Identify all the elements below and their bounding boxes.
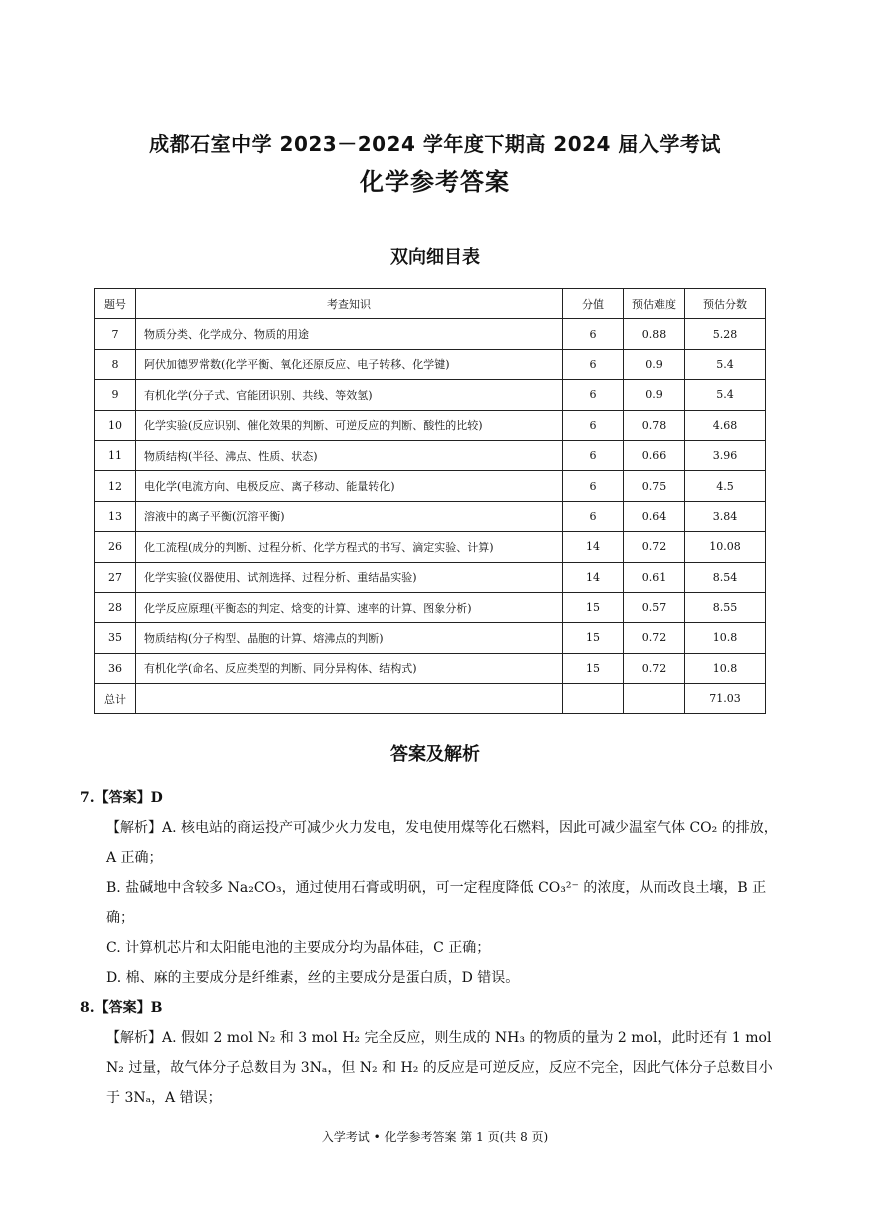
cell-number: 26 (95, 532, 136, 562)
cell-difficulty: 0.75 (624, 471, 685, 501)
cell-difficulty: 0.88 (624, 319, 685, 349)
cell-estimate: 8.54 (685, 562, 766, 592)
cell-topic: 有机化学(分子式、官能团识别、共线、等效氢) (136, 380, 563, 410)
cell-score: 6 (563, 380, 624, 410)
cell-topic: 物质结构(半径、沸点、性质、状态) (136, 440, 563, 470)
header-difficulty: 预估难度 (624, 289, 685, 319)
exam-title: 成都石室中学 2023－2024 学年度下期高 2024 届入学考试 (149, 132, 721, 156)
cell-score: 15 (563, 623, 624, 653)
cell-number: 11 (95, 440, 136, 470)
answers-section-title: 答案及解析 (390, 744, 480, 765)
cell-difficulty: 0.66 (624, 440, 685, 470)
page-footer: 入学考试 • 化学参考答案 第 1 页(共 8 页) (321, 1130, 549, 1144)
table-row (95, 501, 766, 531)
cell-difficulty: 0.78 (624, 410, 685, 440)
cell-difficulty: 0.72 (624, 532, 685, 562)
cell-topic: 化工流程(成分的判断、过程分析、化学方程式的书写、滴定实验、计算) (136, 532, 563, 562)
cell-empty (136, 684, 563, 714)
cell-number: 28 (95, 592, 136, 622)
cell-topic: 化学反应原理(平衡态的判定、焓变的计算、速率的计算、图象分析) (136, 592, 563, 622)
cell-number: 7 (95, 319, 136, 349)
table-row (95, 653, 766, 683)
table-row (95, 380, 766, 410)
cell-estimate: 10.8 (685, 623, 766, 653)
cell-topic: 化学实验(反应识别、催化效果的判断、可逆反应的判断、酸性的比较) (136, 410, 563, 440)
question-7-analysis-c: C. 计算机芯片和太阳能电池的主要成分均为晶体硅，C 正确； (106, 940, 491, 956)
table-row (95, 623, 766, 653)
answers-body (80, 783, 780, 1113)
table-section-title: 双向细目表 (390, 247, 480, 268)
cell-difficulty: 0.72 (624, 653, 685, 683)
table-row (95, 562, 766, 592)
cell-estimate: 8.55 (685, 592, 766, 622)
cell-number: 27 (95, 562, 136, 592)
cell-empty (624, 684, 685, 714)
cell-score: 15 (563, 592, 624, 622)
cell-estimate: 4.5 (685, 471, 766, 501)
cell-score: 14 (563, 562, 624, 592)
cell-difficulty: 0.9 (624, 349, 685, 379)
cell-score: 6 (563, 440, 624, 470)
question-7-analysis-b: B. 盐碱地中含较多 Na₂CO₃，通过使用石膏或明矾，可一定程度降低 CO₃²⁻ 的浓度，从而改良土壤，B 正确； (106, 880, 767, 926)
cell-score: 15 (563, 653, 624, 683)
cell-difficulty: 0.72 (624, 623, 685, 653)
cell-estimate: 10.8 (685, 653, 766, 683)
cell-score: 6 (563, 471, 624, 501)
question-7-analysis-a: 【解析】A. 核电站的商运投产可减少火力发电，发电使用煤等化石燃料，因此可减少温室气体 CO₂ 的排放，A 正确； (106, 820, 778, 866)
cell-score: 6 (563, 319, 624, 349)
cell-score: 6 (563, 501, 624, 531)
cell-topic: 阿伏加德罗常数(化学平衡、氧化还原反应、电子转移、化学键) (136, 349, 563, 379)
cell-number: 36 (95, 653, 136, 683)
cell-topic: 电化学(电流方向、电极反应、离子移动、能量转化) (136, 471, 563, 501)
cell-topic: 化学实验(仪器使用、试剂选择、过程分析、重结晶实验) (136, 562, 563, 592)
cell-number: 35 (95, 623, 136, 653)
total-value: 71.03 (685, 684, 766, 714)
cell-estimate: 5.4 (685, 380, 766, 410)
question-7-analysis-d: D. 棉、麻的主要成分是纤维素，丝的主要成分是蛋白质，D 错误。 (106, 970, 520, 986)
table-row (95, 440, 766, 470)
header-estimated-score: 预估分数 (685, 289, 766, 319)
header-question-number: 题号 (95, 289, 136, 319)
table-row (95, 592, 766, 622)
cell-estimate: 5.4 (685, 349, 766, 379)
table-row (95, 349, 766, 379)
cell-estimate: 3.84 (685, 501, 766, 531)
total-label: 总计 (95, 684, 136, 714)
cell-number: 10 (95, 410, 136, 440)
cell-estimate: 4.68 (685, 410, 766, 440)
question-8-answer: 8.【答案】B (80, 1000, 163, 1016)
table-row (95, 532, 766, 562)
cell-difficulty: 0.64 (624, 501, 685, 531)
cell-empty (563, 684, 624, 714)
cell-topic: 溶液中的离子平衡(沉溶平衡) (136, 501, 563, 531)
question-8-analysis-a: 【解析】A. 假如 2 mol N₂ 和 3 mol H₂ 完全反应，则生成的 NH₃ 的物质的量为 2 mol，此时还有 1 mol N₂ 过量，故气体分子总数目为 3Nₐ，但 N₂ 和 H₂ 的反应是可逆反应，反应不完全，因此气体分子总数目小于 3Nₐ，A 错误； (106, 1030, 773, 1106)
cell-number: 12 (95, 471, 136, 501)
cell-topic: 物质结构(分子构型、晶胞的计算、熔沸点的判断) (136, 623, 563, 653)
cell-score: 14 (563, 532, 624, 562)
question-7-answer: 7.【答案】D (80, 790, 163, 806)
table-header-row (95, 289, 766, 319)
cell-estimate: 5.28 (685, 319, 766, 349)
cell-difficulty: 0.57 (624, 592, 685, 622)
cell-score: 6 (563, 410, 624, 440)
table-row (95, 410, 766, 440)
cell-topic: 有机化学(命名、反应类型的判断、同分异构体、结构式) (136, 653, 563, 683)
cell-difficulty: 0.9 (624, 380, 685, 410)
cell-difficulty: 0.61 (624, 562, 685, 592)
cell-estimate: 3.96 (685, 440, 766, 470)
cell-number: 8 (95, 349, 136, 379)
table-total-row (95, 684, 766, 714)
specification-table (94, 288, 766, 714)
header-score: 分值 (563, 289, 624, 319)
cell-number: 9 (95, 380, 136, 410)
table-row (95, 319, 766, 349)
cell-topic: 物质分类、化学成分、物质的用途 (136, 319, 563, 349)
cell-number: 13 (95, 501, 136, 531)
cell-score: 6 (563, 349, 624, 379)
answer-key-title: 化学参考答案 (360, 168, 510, 196)
cell-estimate: 10.08 (685, 532, 766, 562)
table-row (95, 471, 766, 501)
header-knowledge: 考查知识 (136, 289, 563, 319)
